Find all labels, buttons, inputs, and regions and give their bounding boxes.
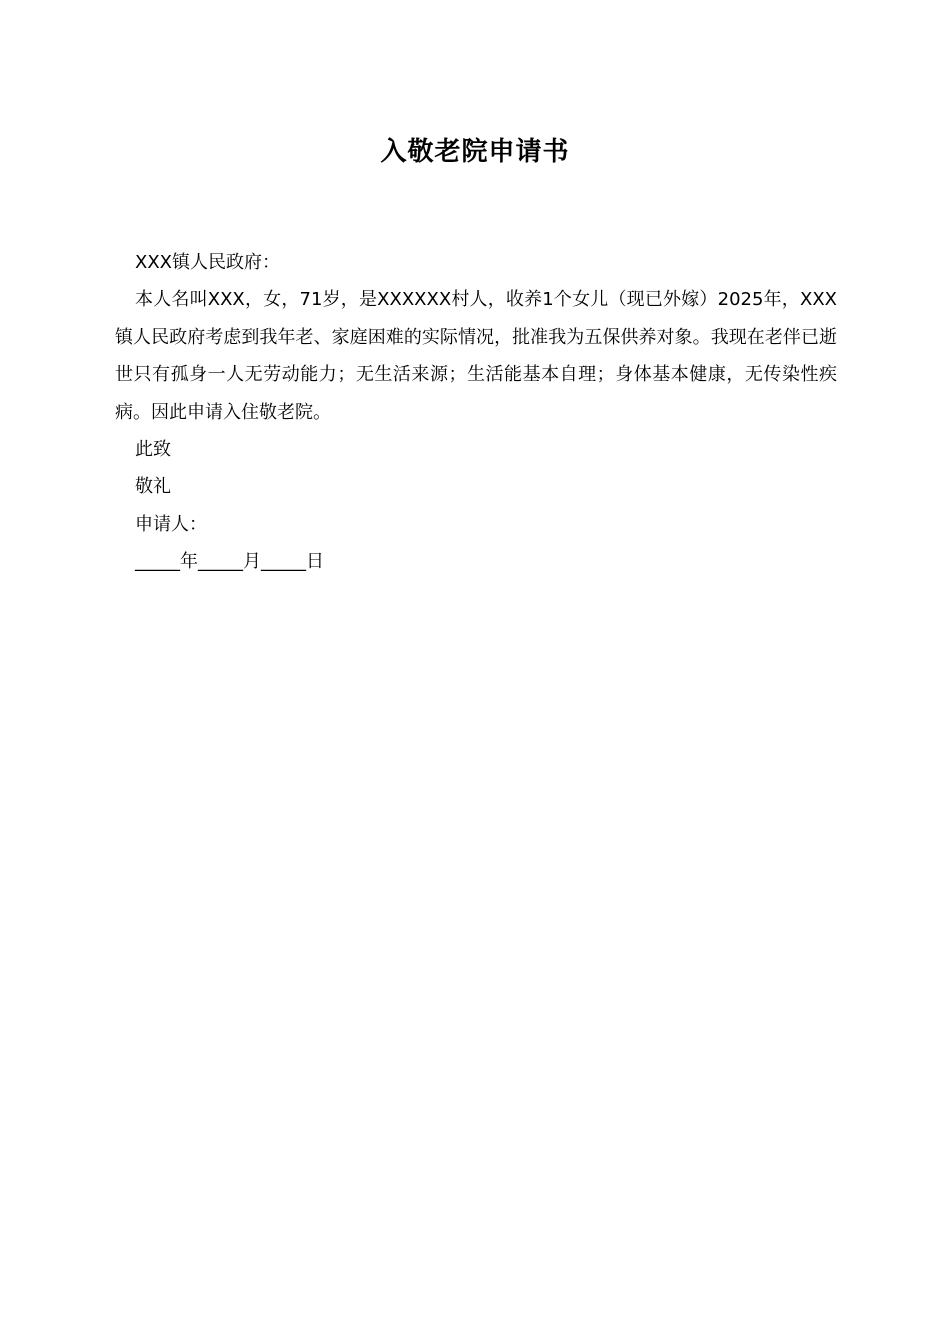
salutation: XXX镇人民政府：	[135, 252, 280, 273]
closing-jingli: 敬礼	[135, 476, 171, 497]
applicant-label: 申请人：	[135, 514, 207, 535]
date-line: _____年_____月_____日	[135, 551, 324, 572]
body-paragraph: 本人名叫XXX，女，71岁，是XXXXXX村人，收养1个女儿（现已外嫁）2025年，XXX镇人民政府考虑到我年老、家庭困难的实际情况，批准我为五保供养对象。我现在老伴已逝世只有孤身一人无劳动能力；无生活来源；生活能基本自理；身体基本健康，无传染性疾病。因此申请入住敬老院。	[115, 289, 837, 423]
document-title: 入敬老院申请书	[380, 137, 570, 167]
closing-cizhi: 此致	[135, 439, 171, 460]
